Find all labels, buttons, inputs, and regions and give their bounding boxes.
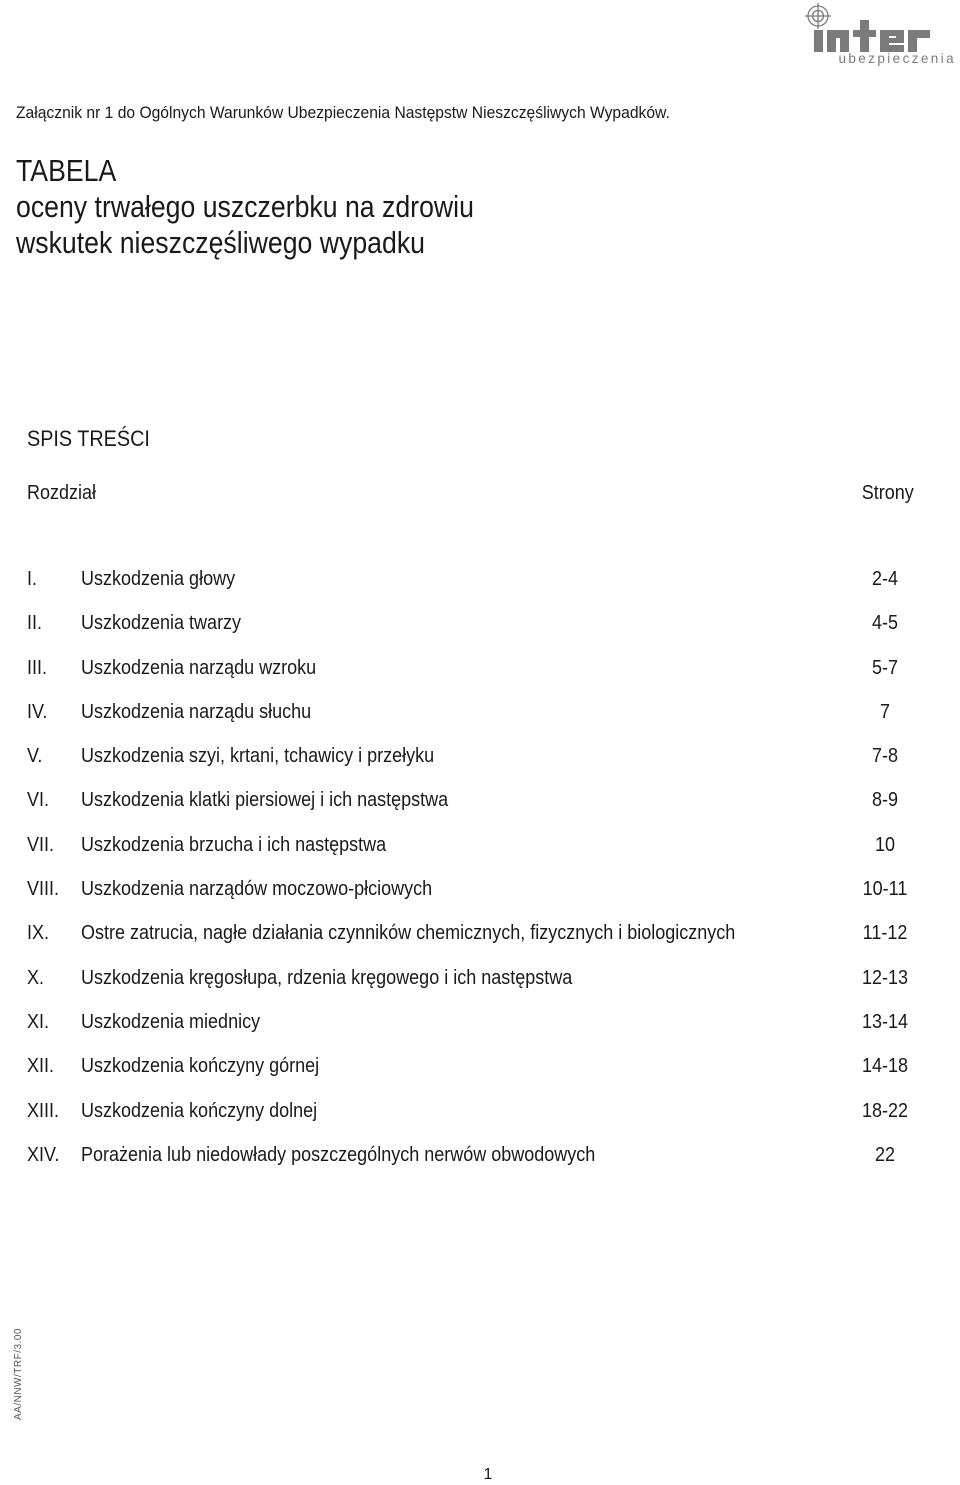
- toc-item-pages: 8-9: [871, 789, 899, 812]
- toc-item-pages: 7: [879, 700, 891, 723]
- page-number: 1: [483, 1466, 493, 1483]
- toc-item-pages: 10: [874, 833, 896, 856]
- document-code: AA/NNW/TRF/3.00: [13, 1328, 24, 1420]
- toc-item-pages: 13-14: [861, 1010, 909, 1033]
- toc-item: [0, 834, 960, 878]
- toc-item: [0, 612, 960, 656]
- toc-item-title: Uszkodzenia narządu wzroku: [81, 656, 317, 679]
- toc-item-title: Porażenia lub niedowłady poszczególnych nerwów obwodowych: [81, 1143, 596, 1166]
- title-line-1: TABELA: [16, 153, 117, 188]
- toc-item-number: XI.: [27, 1010, 50, 1033]
- title-line-3: wskutek nieszczęśliwego wypadku: [16, 225, 425, 260]
- toc-item-pages: 5-7: [871, 656, 899, 679]
- toc-item-pages: 7-8: [871, 745, 899, 768]
- toc-item-number: V.: [27, 745, 43, 768]
- logo-tagline: ubezpieczenia: [838, 51, 956, 66]
- toc-item-title: Uszkodzenia narządów moczowo-płciowych: [81, 878, 433, 901]
- toc-item-number: II.: [27, 612, 43, 635]
- toc-item: [0, 745, 960, 789]
- toc-item-title: Uszkodzenia głowy: [81, 568, 236, 590]
- toc-list: [0, 568, 960, 1188]
- toc-heading: SPIS TREŚCI: [27, 426, 150, 451]
- toc-item-title: Uszkodzenia kończyny dolnej: [81, 1099, 318, 1122]
- logo-wordmark: [814, 20, 930, 52]
- toc-item: [0, 1100, 960, 1144]
- toc-item-number: VII.: [27, 833, 55, 856]
- toc-item-pages: 2-4: [871, 568, 899, 590]
- toc-item-title: Uszkodzenia twarzy: [81, 612, 242, 635]
- toc-item: [0, 878, 960, 922]
- toc-item-pages: 10-11: [862, 878, 908, 901]
- toc-item-title: Uszkodzenia klatki piersiowej i ich następstwa: [81, 789, 449, 812]
- toc-item-title: Ostre zatrucia, nagłe działania czynników chemicznych, fizycznych i biologicznych: [81, 922, 736, 945]
- toc-item-title: Uszkodzenia kończyny górnej: [81, 1055, 320, 1078]
- toc-column-chapter: Rozdział: [27, 482, 97, 504]
- toc-item-title: Uszkodzenia narządu słuchu: [81, 700, 312, 723]
- target-crosshair-icon: [805, 3, 831, 29]
- toc-item: [0, 789, 960, 833]
- toc-item-number: X.: [27, 966, 45, 989]
- toc-item: [0, 1011, 960, 1055]
- toc-item: [0, 657, 960, 701]
- toc-item: [0, 701, 960, 745]
- toc-item-number: IX.: [27, 922, 50, 945]
- toc-item-pages: 18-22: [861, 1099, 909, 1122]
- toc-item-pages: 12-13: [861, 966, 909, 989]
- toc-item-number: IV.: [27, 700, 48, 723]
- annex-header: Załącznik nr 1 do Ogólnych Warunków Ubezpieczenia Następstw Nieszczęśliwych Wypadków.: [16, 103, 670, 122]
- toc-column-pages: Strony: [861, 482, 914, 504]
- toc-item-number: III.: [27, 656, 48, 679]
- page-title: [16, 153, 548, 261]
- inter-logo: [800, 2, 960, 66]
- toc-item-number: XIV.: [27, 1143, 60, 1166]
- toc-item: [0, 568, 960, 612]
- toc-item: [0, 922, 960, 966]
- toc-item: [0, 1055, 960, 1099]
- toc-item-title: Uszkodzenia kręgosłupa, rdzenia kręgowego i ich następstwa: [81, 966, 573, 989]
- toc-item-pages: 14-18: [861, 1055, 909, 1078]
- toc-item: [0, 1144, 960, 1188]
- toc-item-title: Uszkodzenia szyi, krtani, tchawicy i przełyku: [81, 745, 435, 768]
- toc-item-number: VI.: [27, 789, 50, 812]
- toc-item-title: Uszkodzenia miednicy: [81, 1010, 261, 1033]
- toc-item: [0, 967, 960, 1011]
- title-line-2: oceny trwałego uszczerbku na zdrowiu: [16, 189, 474, 224]
- toc-item-pages: 11-12: [862, 922, 908, 945]
- toc-item-number: XII.: [27, 1055, 55, 1078]
- toc-item-pages: 22: [874, 1143, 896, 1166]
- toc-item-title: Uszkodzenia brzucha i ich następstwa: [81, 833, 387, 856]
- toc-item-number: I.: [27, 568, 38, 590]
- toc-item-number: XIII.: [27, 1099, 60, 1122]
- toc-item-pages: 4-5: [871, 612, 899, 635]
- toc-item-number: VIII.: [27, 878, 60, 901]
